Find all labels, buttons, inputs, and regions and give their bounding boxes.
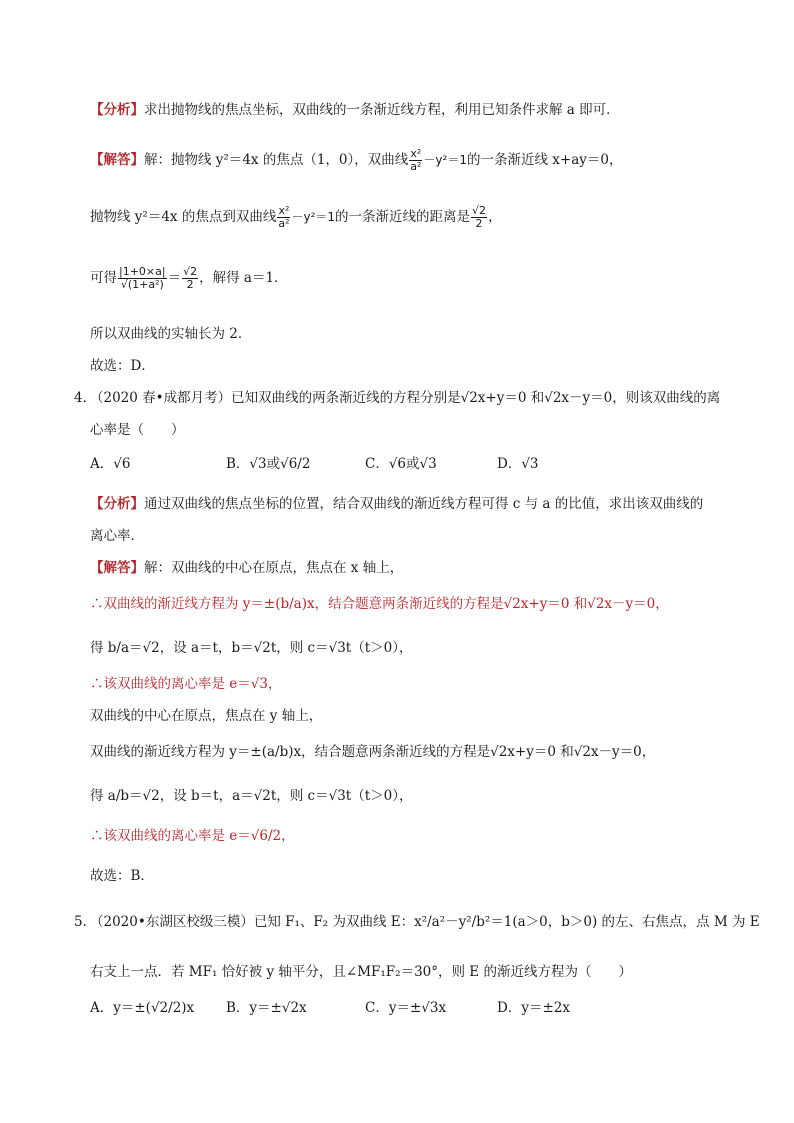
frac-den: 2 (186, 278, 194, 291)
q3-answer-line4: 所以双曲线的实轴长为 2． (90, 326, 252, 342)
q4-option-a[interactable]: A．√6 (90, 456, 131, 472)
line3-text-a: 可得 (90, 270, 117, 286)
eq-tail: －y²＝1 (423, 153, 467, 167)
frac-num: x² (410, 147, 422, 160)
answer-tag: 【解答】 (90, 560, 144, 576)
q4-answer-line4: ∴该双曲线的离心率是 e＝√3， (90, 676, 282, 692)
fraction-sqrt2-over-2 (182, 266, 198, 291)
q4-answer-line1 (90, 558, 403, 578)
frac-den: √(1+a²) (120, 278, 164, 291)
analysis-tag: 【分析】 (90, 496, 144, 512)
q5-option-c[interactable]: C．y＝±√3x (365, 1000, 447, 1016)
answer-text: 解：双曲线的中心在原点，焦点在 x 轴上， (144, 560, 404, 576)
eq-tail: －y²＝1 (291, 210, 336, 224)
analysis-text: 求出抛物线的焦点坐标，双曲线的一条渐近线方程，利用已知条件求解 a 即可． (144, 102, 620, 118)
frac-num: √2 (183, 265, 198, 278)
q4-answer-line7: 得 a/b＝√2，设 b＝t，a＝√2t，则 c＝√3t（t＞0）， (90, 788, 413, 804)
q4-answer-line8: ∴该双曲线的离心率是 e＝√6/2， (90, 828, 295, 844)
q4-option-d[interactable]: D．√3 (497, 456, 539, 472)
q4-number: 4． (74, 390, 97, 406)
q5-stem-line1: （2020•东湖区校级三模）已知 F₁、F₂ 为双曲线 E：x²/a²－y²/b²＝1(a＞0，b＞0) 的左、右焦点，点 M 为 E (90, 914, 760, 930)
q5-option-a[interactable]: A．y＝±(√2/2)x (90, 1000, 195, 1016)
frac-den: a² (410, 160, 422, 173)
q4-answer-line6: 双曲线的渐近线方程为 y＝±(a/b)x，结合题意两条渐近线的方程是√2x+y＝0 和√2x－y＝0， (90, 744, 656, 760)
answer-tag: 【解答】 (90, 152, 144, 168)
q5-number: 5． (74, 914, 97, 930)
q4-analysis-line1 (90, 494, 703, 514)
frac-den: 2 (475, 217, 483, 230)
q5-option-b[interactable]: B．y＝±√2x (226, 1000, 307, 1016)
line2-text-b: 的一条渐近线的距离是 (335, 209, 471, 225)
q5-option-d[interactable]: D．y＝±2x (497, 1000, 570, 1016)
q4-answer-line2: ∴双曲线的渐近线方程为 y＝±(b/a)x，结合题意两条渐近线的方程是√2x+y＝0 和√2x－y＝0， (90, 596, 669, 612)
q4-stem-line1: （2020 春•成都月考）已知双曲线的两条渐近线的方程分别是√2x+y＝0 和√2x－y＝0，则该双曲线的离 (90, 390, 721, 406)
q4-answer-line3: 得 b/a＝√2，设 a＝t，b＝√2t，则 c＝√3t（t＞0）， (90, 640, 413, 656)
frac-num: |1+0×a| (119, 265, 166, 278)
line3-text-b: ，解得 a＝1． (199, 270, 288, 286)
q4-option-b[interactable]: B．√3或√6/2 (226, 456, 311, 472)
analysis-tag: 【分析】 (90, 102, 144, 118)
fraction-x2-a2-2 (277, 205, 290, 230)
fraction-distance (118, 266, 167, 291)
q3-answer-line1 (90, 148, 622, 173)
answer-text-a: 解：抛物线 y²＝4x 的焦点（1，0），双曲线 (144, 152, 409, 168)
line2-text-a: 抛物线 y²＝4x 的焦点到双曲线 (90, 209, 277, 225)
q4-stem-line2: 心率是（ ） (90, 422, 185, 438)
q3-answer-line5: 故选：D． (90, 358, 155, 374)
q5-stem-line2: 右支上一点．若 MF₁ 恰好被 y 轴平分，且∠MF₁F₂＝30°，则 E 的渐近线方程为（ ） (90, 964, 632, 980)
frac-num: x² (278, 204, 290, 217)
equals: ＝ (167, 270, 182, 286)
fraction-x2-a2 (409, 148, 422, 173)
analysis-text: 通过双曲线的焦点坐标的位置，结合双曲线的渐近线方程可得 c 与 a 的比值，求出该双曲线的 (144, 496, 704, 512)
q4-answer-line5: 双曲线的中心在原点，焦点在 y 轴上， (90, 708, 323, 724)
frac-num: √2 (472, 204, 487, 217)
q4-option-c[interactable]: C．√6或√3 (365, 456, 437, 472)
fraction-sqrt2-over-2 (471, 205, 487, 230)
q3-analysis (90, 100, 620, 120)
frac-den: a² (278, 217, 290, 230)
q4-analysis-line2: 离心率． (90, 528, 144, 544)
answer-text-b: 的一条渐近线 x+ay＝0， (466, 152, 623, 168)
comma: ， (488, 209, 502, 225)
q3-answer-line3 (90, 266, 288, 291)
q3-answer-line2 (90, 205, 502, 230)
q4-answer-line9: 故选：B． (90, 868, 154, 884)
